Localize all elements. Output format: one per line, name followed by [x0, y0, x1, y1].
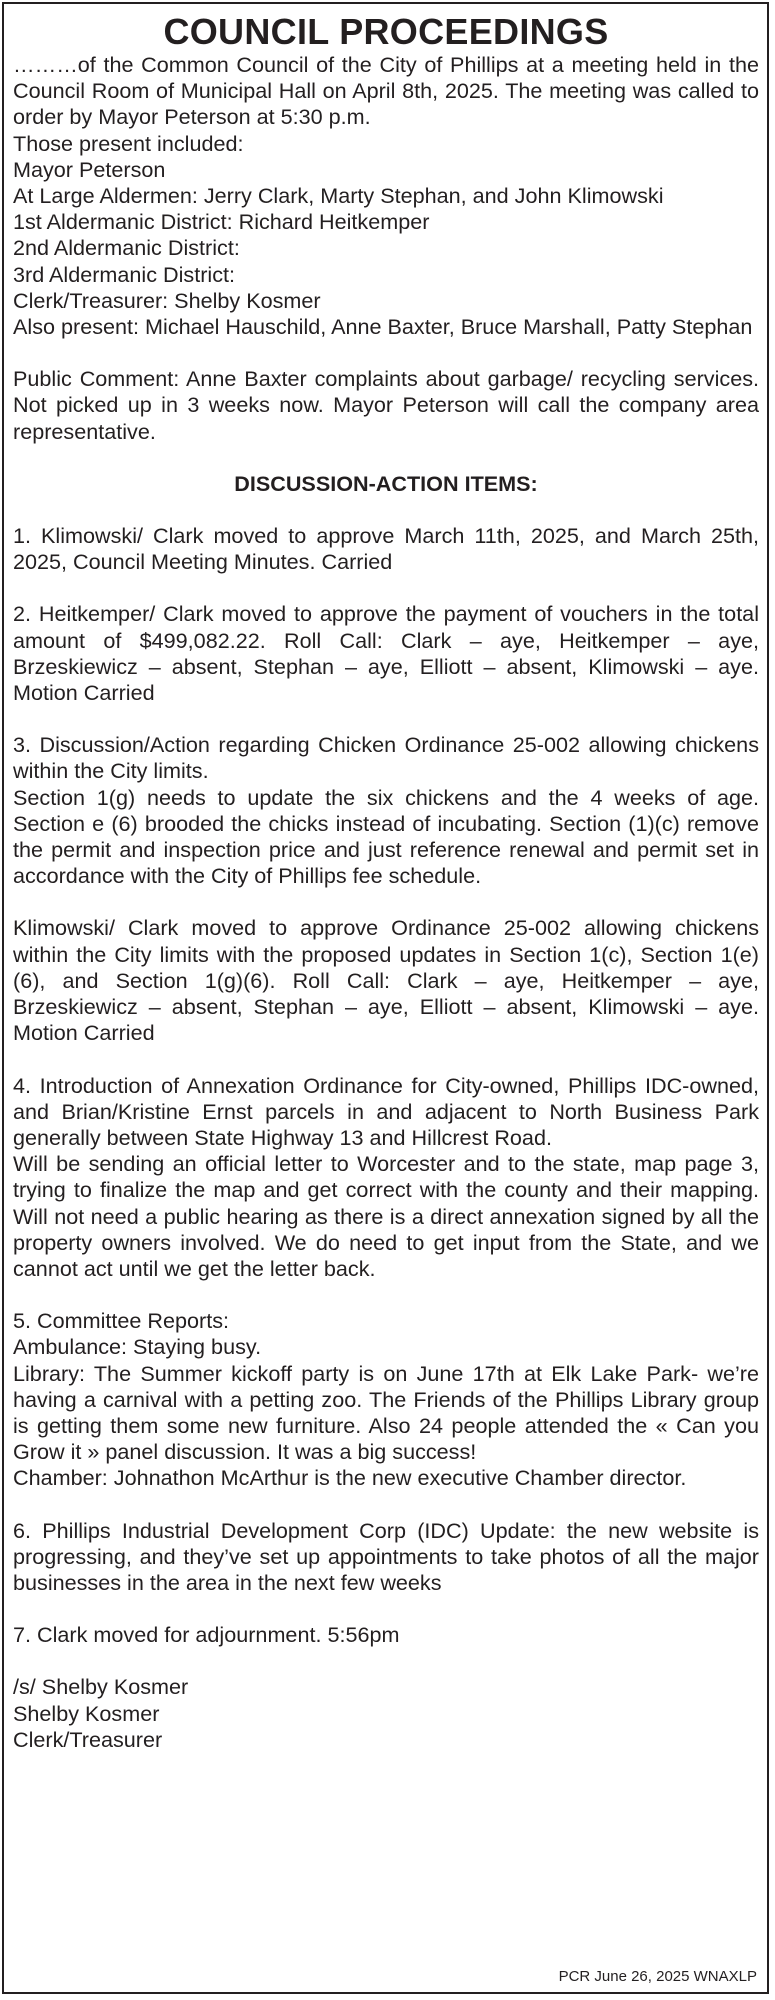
attendance-district-2: 2nd Aldermanic District: [13, 235, 240, 261]
spacer [13, 1047, 759, 1073]
signature-name: Shelby Kosmer [13, 1700, 160, 1726]
section-heading: DISCUSSION-ACTION ITEMS: [234, 470, 538, 496]
item-3-motion: Klimowski/ Clark moved to approve Ordinance 25-002 allowing chickens within the City limits with the proposed updates in Section 1(c), Section 1(e)(6), and Section 1(g)(6). Roll Call: Clark – aye, Heitkemper – aye, Brzeskiewicz – absent, Stephan – aye, Elliott – absent, Klimowski – aye. Motion Carried [13, 915, 759, 1046]
item-2: 2. Heitkemper/ Clark moved to approve the payment of vouchers in the total amount of $499,082.22. Roll Call: Clark – aye, Heitkemper – aye, Brzeskiewicz – absent, Stephan – aye, Elliott – absent, Klimowski – aye. Motion Carried [13, 601, 759, 706]
intro-paragraph: ………of the Common Council of the City of Phillips at a meeting held in the Council Room of Municipal Hall on April 8th, 2025. The meeting was called to order by Mayor Peterson at 5:30 p.m. [13, 52, 759, 130]
spacer [13, 706, 759, 732]
signature-line: /s/ Shelby Kosmer [13, 1674, 189, 1700]
attendance-also-present: Also present: Michael Hauschild, Anne Baxter, Bruce Marshall, Patty Stephan [13, 314, 753, 340]
item-1: 1. Klimowski/ Clark moved to approve March 11th, 2025, and March 25th, 2025, Council Meeting Minutes. Carried [13, 523, 759, 575]
item-5-ambulance: Ambulance: Staying busy. [13, 1334, 262, 1360]
page-title: COUNCIL PROCEEDINGS [163, 11, 609, 52]
spacer [13, 445, 759, 471]
item-4-body: Will be sending an official letter to Worcester and to the state, map page 3, trying to finalize the map and get correct with the county and their mapping. Will not need a public hearing as there is a direct annexation signed by all the property owners involved. We do need to get input from the State, and we cannot act until we get the letter back. [13, 1151, 759, 1281]
public-comment: Public Comment: Anne Baxter complaints about garbage/ recycling services. Not picked up in 3 weeks now. Mayor Peterson will call the company area representative. [13, 366, 759, 444]
attendance-at-large: At Large Aldermen: Jerry Clark, Marty Stephan, and John Klimowski [13, 183, 664, 209]
attendance-clerk: Clerk/Treasurer: Shelby Kosmer [13, 287, 321, 313]
item-5-library: Library: The Summer kickoff party is on June 17th at Elk Lake Park- we’re having a carnival with a petting zoo. The Friends of the Phillips Library group is getting them some new furniture. Also 24 people attended the « Can you Grow it » panel discussion. It was a big success! [13, 1360, 759, 1465]
spacer [13, 1648, 759, 1674]
item-3-body: Section 1(g) needs to update the six chickens and the 4 weeks of age. Section e (6) brooded the chicks instead of incubating. Section (1)(c) remove the permit and inspection price and just reference renewal and permit set in accordance with the City of Phillips fee schedule. [13, 784, 759, 889]
spacer [13, 340, 759, 366]
item-5-title: 5. Committee Reports: [13, 1308, 230, 1334]
spacer [13, 1282, 759, 1308]
item-5-chamber: Chamber: Johnathon McArthur is the new executive Chamber director. [13, 1465, 687, 1491]
item-3-title: 3. Discussion/Action regarding Chicken Ordinance 25-002 allowing chickens within the City limits. [13, 732, 759, 784]
signature-role: Clerk/Treasurer [13, 1726, 163, 1752]
legal-notice [2, 2, 769, 1994]
item-4-title: 4. Introduction of Annexation Ordinance for City-owned, Phillips IDC-owned, and Brian/Kristine Ernst parcels in and adjacent to North Business Park generally between State Highway 13 and Hillcrest Road. [13, 1072, 759, 1150]
attendance-heading: Those present included: [13, 130, 244, 156]
item-7: 7. Clark moved for adjournment. 5:56pm [13, 1622, 400, 1648]
spacer [13, 889, 759, 915]
attendance-district-3: 3rd Aldermanic District: [13, 261, 235, 287]
spacer [13, 497, 759, 523]
spacer [13, 575, 759, 601]
spacer [13, 1596, 759, 1622]
attendance-mayor: Mayor Peterson [13, 156, 166, 182]
attendance-district-1: 1st Aldermanic District: Richard Heitkemper [13, 209, 430, 235]
publication-footer: PCR June 26, 2025 WNAXLP [558, 1968, 757, 1985]
item-6: 6. Phillips Industrial Development Corp (IDC) Update: the new website is progressing, and they’ve set up appointments to take photos of all the major businesses in the area in the next few weeks [13, 1517, 759, 1595]
spacer [13, 1492, 759, 1518]
